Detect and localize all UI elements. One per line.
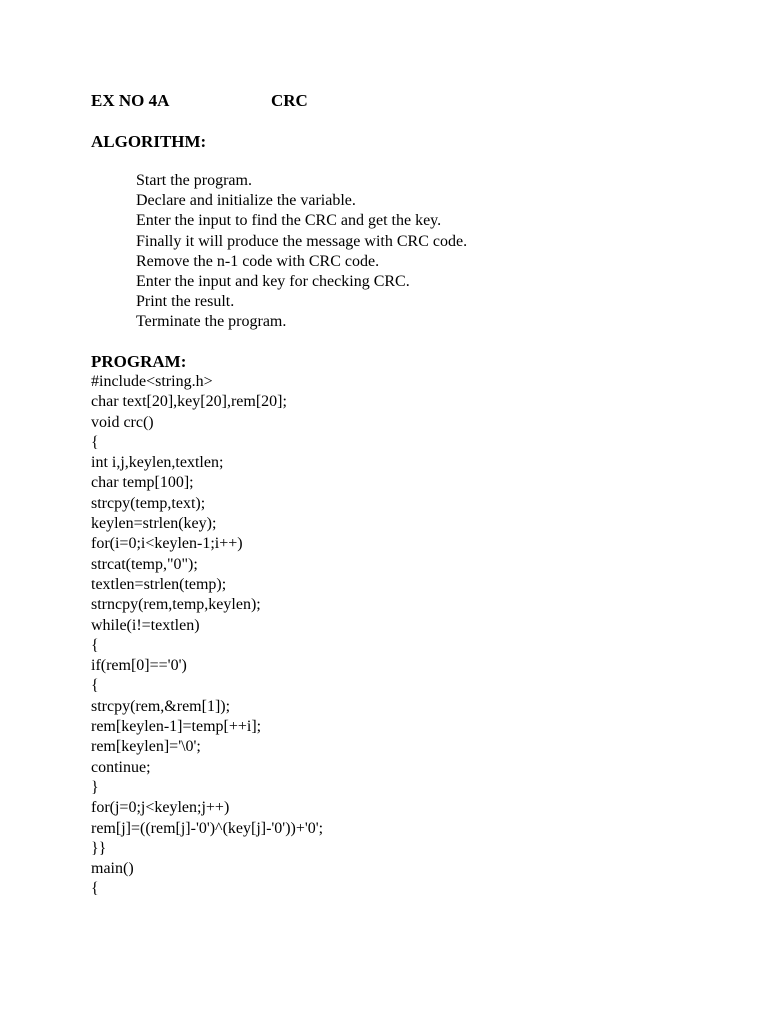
code-line: int i,j,keylen,textlen; xyxy=(91,454,224,472)
code-line: { xyxy=(91,677,99,695)
program-heading: PROGRAM: xyxy=(91,352,187,371)
code-line: for(j=0;j<keylen;j++) xyxy=(91,799,230,817)
code-line: }} xyxy=(91,839,107,857)
algorithm-step: Terminate the program. xyxy=(136,313,287,331)
code-line: rem[j]=((rem[j]-'0')^(key[j]-'0'))+'0'; xyxy=(91,819,324,837)
code-line: { xyxy=(91,433,99,451)
code-line: char text[20],key[20],rem[20]; xyxy=(91,393,287,411)
algorithm-steps xyxy=(136,171,467,333)
exercise-title: CRC xyxy=(271,91,308,110)
code-line: } xyxy=(91,778,99,796)
code-line: keylen=strlen(key); xyxy=(91,515,217,533)
code-line: #include<string.h> xyxy=(91,373,213,390)
algorithm-step: Finally it will produce the message with CRC code. xyxy=(136,232,468,250)
code-line: strcat(temp,"0"); xyxy=(91,555,198,573)
algorithm-step: Enter the input to find the CRC and get the key. xyxy=(136,212,442,230)
program-code xyxy=(91,372,323,900)
code-line: if(rem[0]=='0') xyxy=(91,657,187,675)
algorithm-step: Print the result. xyxy=(136,293,235,311)
code-line: char temp[100]; xyxy=(91,474,194,492)
code-line: { xyxy=(91,636,99,654)
code-line: { xyxy=(91,880,99,898)
algorithm-step: Enter the input and key for checking CRC. xyxy=(136,272,410,290)
code-line: while(i!=textlen) xyxy=(91,616,200,634)
code-line: main() xyxy=(91,860,134,878)
code-line: rem[keylen]='\0'; xyxy=(91,738,201,756)
exercise-heading xyxy=(91,90,691,112)
algorithm-step: Remove the n-1 code with CRC code. xyxy=(136,252,380,270)
algorithm-step: Start the program. xyxy=(136,172,252,189)
code-line: rem[keylen-1]=temp[++i]; xyxy=(91,718,262,736)
code-line: strncpy(rem,temp,keylen); xyxy=(91,596,261,614)
code-line: textlen=strlen(temp); xyxy=(91,575,227,593)
algorithm-heading: ALGORITHM: xyxy=(91,132,207,151)
algorithm-step: Declare and initialize the variable. xyxy=(136,192,356,210)
code-line: void crc() xyxy=(91,413,154,431)
code-line: strcpy(rem,&rem[1]); xyxy=(91,697,231,715)
code-line: strcpy(temp,text); xyxy=(91,494,206,512)
code-line: for(i=0;i<keylen-1;i++) xyxy=(91,535,243,553)
code-line: continue; xyxy=(91,758,151,776)
exercise-number: EX NO 4A xyxy=(91,91,170,110)
